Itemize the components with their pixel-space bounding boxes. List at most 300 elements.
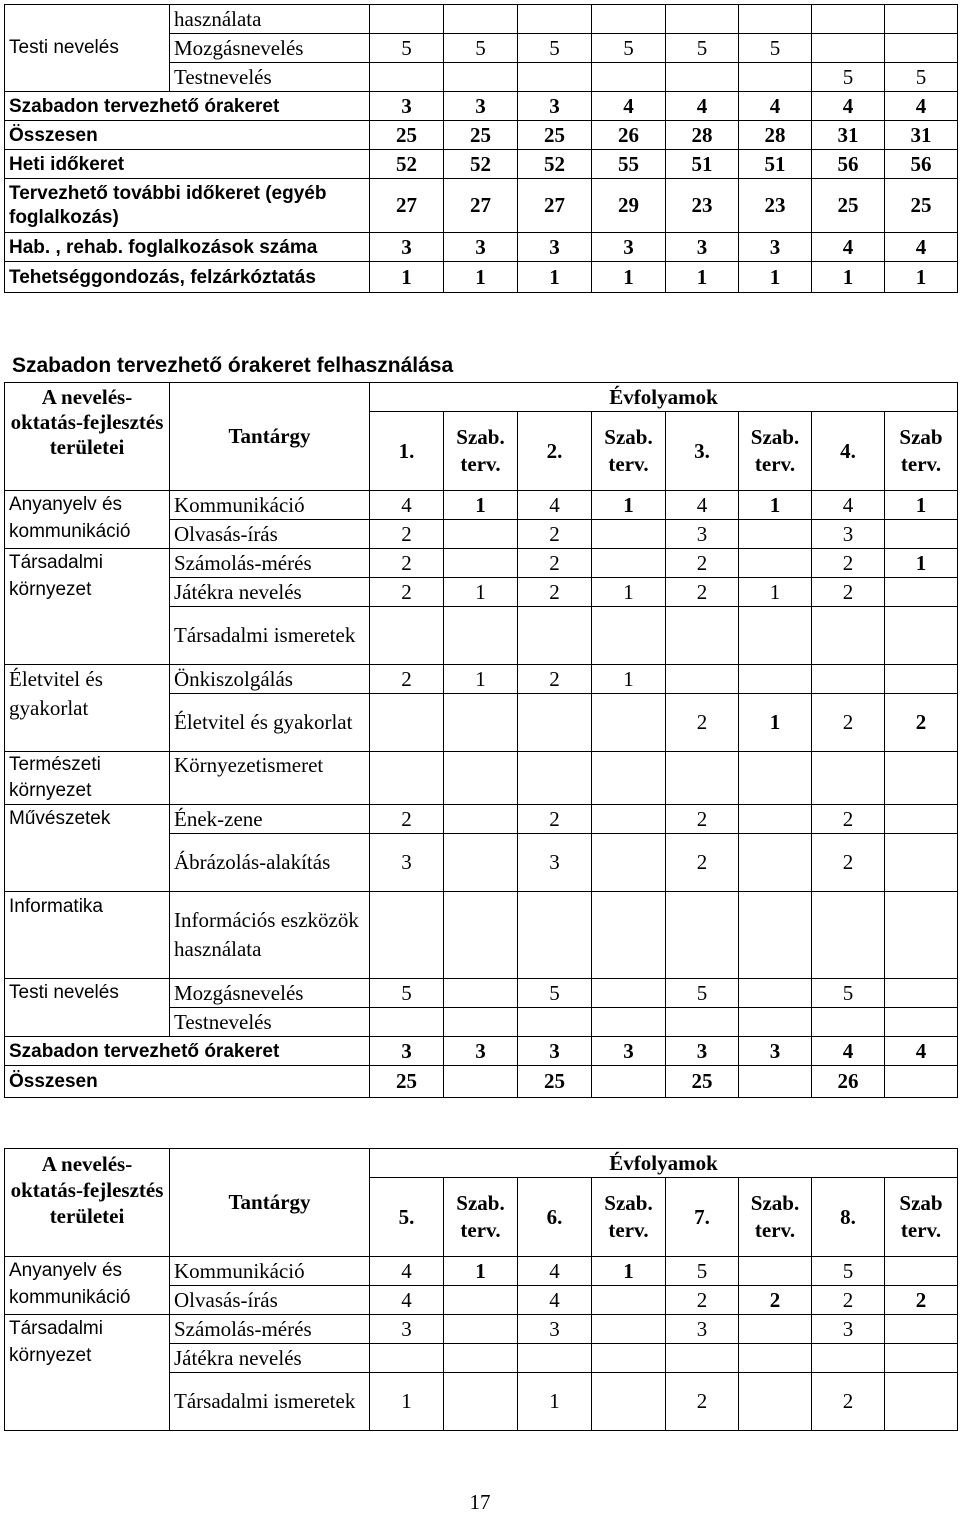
- subject-header: Tantárgy: [170, 1149, 370, 1257]
- value-cell: 2: [666, 834, 739, 892]
- value-cell: [444, 1066, 518, 1098]
- value-cell: [666, 1344, 739, 1373]
- value-cell: [444, 752, 518, 805]
- subject-cell: Életvitel és gyakorlat: [170, 694, 370, 752]
- value-cell: [444, 520, 518, 549]
- value-cell: 1: [444, 665, 518, 694]
- value-cell: [739, 665, 812, 694]
- value-cell: 3: [444, 233, 518, 262]
- value-cell: 5: [812, 1257, 885, 1286]
- value-cell: 1: [444, 1257, 518, 1286]
- summary-label: Összesen: [5, 1066, 370, 1098]
- value-cell: 2: [518, 578, 592, 607]
- value-cell: 5: [592, 34, 666, 63]
- value-cell: 5: [518, 979, 592, 1008]
- value-cell: 23: [666, 179, 739, 233]
- value-cell: 1: [518, 1373, 592, 1431]
- value-cell: [370, 1344, 444, 1373]
- value-cell: 25: [370, 1066, 444, 1098]
- value-cell: [666, 892, 739, 979]
- value-cell: [592, 5, 666, 34]
- value-cell: 4: [885, 233, 958, 262]
- value-cell: 2: [518, 665, 592, 694]
- value-cell: 56: [885, 150, 958, 179]
- value-cell: 3: [739, 233, 812, 262]
- area-cell: Anyanyelv és kommunikáció: [5, 1257, 170, 1315]
- value-cell: 4: [739, 92, 812, 121]
- value-cell: 1: [444, 262, 518, 293]
- area-cell: Informatika: [5, 892, 170, 979]
- value-cell: 3: [812, 520, 885, 549]
- value-cell: 1: [739, 262, 812, 293]
- value-cell: [518, 607, 592, 665]
- value-cell: 3: [370, 834, 444, 892]
- summary-row: [5, 150, 958, 179]
- value-cell: [592, 520, 666, 549]
- free-plan-header: Szab. terv.: [444, 412, 518, 491]
- value-cell: [885, 752, 958, 805]
- value-cell: 3: [592, 1037, 666, 1066]
- area-header: A nevelés-oktatás-fejlesztés területei: [5, 1149, 170, 1257]
- value-cell: 2: [739, 1286, 812, 1315]
- value-cell: 25: [518, 121, 592, 150]
- value-cell: [370, 892, 444, 979]
- subject-cell: Önkiszolgálás: [170, 665, 370, 694]
- value-cell: [592, 752, 666, 805]
- value-cell: 4: [370, 491, 444, 520]
- value-cell: 3: [370, 1315, 444, 1344]
- area-cell: Testi nevelés: [5, 34, 170, 63]
- value-cell: 3: [739, 1037, 812, 1066]
- value-cell: 1: [592, 491, 666, 520]
- subject-cell: Testnevelés: [170, 63, 370, 92]
- summary-row: [5, 1037, 958, 1066]
- subject-cell: Játékra nevelés: [170, 1344, 370, 1373]
- area-cell: Anyanyelv és kommunikáció: [5, 491, 170, 549]
- subject-cell: Mozgásnevelés: [170, 979, 370, 1008]
- value-cell: 2: [812, 1373, 885, 1431]
- grades-group-header: Évfolyamok: [370, 383, 958, 412]
- value-cell: 52: [444, 150, 518, 179]
- value-cell: [444, 607, 518, 665]
- value-cell: [370, 752, 444, 805]
- value-cell: 1: [739, 491, 812, 520]
- value-cell: 4: [370, 1257, 444, 1286]
- value-cell: [885, 1315, 958, 1344]
- value-cell: 3: [444, 1037, 518, 1066]
- value-cell: [666, 5, 739, 34]
- value-cell: [812, 1008, 885, 1037]
- value-cell: 3: [518, 233, 592, 262]
- value-cell: 1: [370, 262, 444, 293]
- value-cell: 1: [885, 491, 958, 520]
- value-cell: 3: [518, 92, 592, 121]
- value-cell: [739, 520, 812, 549]
- value-cell: [518, 752, 592, 805]
- value-cell: [885, 979, 958, 1008]
- table-row: [5, 665, 958, 694]
- value-cell: [885, 834, 958, 892]
- table-row: [5, 1315, 958, 1344]
- table-row: [5, 1257, 958, 1286]
- value-cell: [885, 1344, 958, 1373]
- value-cell: 2: [666, 694, 739, 752]
- free-plan-header: Szab. terv.: [592, 1178, 666, 1257]
- value-cell: 3: [518, 834, 592, 892]
- value-cell: 1: [444, 578, 518, 607]
- value-cell: [666, 63, 739, 92]
- value-cell: [592, 1008, 666, 1037]
- value-cell: [518, 63, 592, 92]
- value-cell: 51: [666, 150, 739, 179]
- subject-cell: Olvasás-írás: [170, 1286, 370, 1315]
- free-plan-header: Szab terv.: [885, 412, 958, 491]
- value-cell: [812, 34, 885, 63]
- summary-label: Tehetséggondozás, felzárkóztatás: [5, 262, 370, 293]
- value-cell: [592, 805, 666, 834]
- value-cell: [444, 694, 518, 752]
- value-cell: [592, 1286, 666, 1315]
- subject-cell: Kommunikáció: [170, 1257, 370, 1286]
- value-cell: 4: [370, 1286, 444, 1315]
- area-cell: Művészetek: [5, 805, 170, 892]
- value-cell: [666, 665, 739, 694]
- value-cell: [592, 834, 666, 892]
- value-cell: [592, 1344, 666, 1373]
- subject-cell: Olvasás-írás: [170, 520, 370, 549]
- value-cell: 1: [370, 1373, 444, 1431]
- grade-header: 3.: [666, 412, 739, 491]
- value-cell: [812, 752, 885, 805]
- value-cell: 28: [739, 121, 812, 150]
- value-cell: 2: [812, 805, 885, 834]
- value-cell: [592, 892, 666, 979]
- value-cell: [885, 1373, 958, 1431]
- value-cell: [444, 1344, 518, 1373]
- value-cell: [885, 5, 958, 34]
- grades-5-8-table: [4, 1148, 958, 1431]
- table-row: [5, 892, 958, 979]
- free-plan-header: Szab terv.: [885, 1178, 958, 1257]
- value-cell: [739, 607, 812, 665]
- subject-cell: használata: [170, 5, 370, 34]
- summary-label: Heti időkeret: [5, 150, 370, 179]
- value-cell: [518, 1008, 592, 1037]
- value-cell: 1: [592, 578, 666, 607]
- grade-header: 8.: [812, 1178, 885, 1257]
- value-cell: [885, 607, 958, 665]
- value-cell: 55: [592, 150, 666, 179]
- value-cell: 2: [518, 520, 592, 549]
- value-cell: 5: [739, 34, 812, 63]
- value-cell: 27: [444, 179, 518, 233]
- value-cell: 4: [885, 92, 958, 121]
- value-cell: [739, 805, 812, 834]
- table-row: [5, 5, 958, 34]
- value-cell: 5: [370, 34, 444, 63]
- value-cell: 5: [885, 63, 958, 92]
- value-cell: [885, 578, 958, 607]
- value-cell: 2: [370, 805, 444, 834]
- value-cell: [518, 5, 592, 34]
- value-cell: [370, 63, 444, 92]
- value-cell: 5: [444, 34, 518, 63]
- value-cell: 4: [885, 1037, 958, 1066]
- value-cell: 2: [812, 549, 885, 578]
- value-cell: 1: [592, 665, 666, 694]
- value-cell: 28: [666, 121, 739, 150]
- value-cell: [739, 1066, 812, 1098]
- value-cell: 4: [812, 92, 885, 121]
- value-cell: 23: [739, 179, 812, 233]
- subject-cell: Társadalmi ismeretek: [170, 1373, 370, 1431]
- area-cell: Társadalmi környezet: [5, 549, 170, 665]
- value-cell: 1: [739, 694, 812, 752]
- value-cell: [592, 607, 666, 665]
- free-plan-header: Szab. terv.: [592, 412, 666, 491]
- value-cell: [885, 1066, 958, 1098]
- value-cell: [518, 1344, 592, 1373]
- value-cell: 2: [812, 1286, 885, 1315]
- summary-row: [5, 262, 958, 293]
- value-cell: [812, 1344, 885, 1373]
- summary-row: [5, 1066, 958, 1098]
- value-cell: [444, 63, 518, 92]
- value-cell: 2: [812, 834, 885, 892]
- summary-row: [5, 121, 958, 150]
- value-cell: [592, 979, 666, 1008]
- value-cell: [370, 5, 444, 34]
- subject-cell: Környezetismeret: [170, 752, 370, 805]
- table-row: [5, 34, 958, 63]
- free-plan-header: Szab. terv.: [444, 1178, 518, 1257]
- value-cell: [812, 665, 885, 694]
- value-cell: 2: [370, 520, 444, 549]
- value-cell: 25: [518, 1066, 592, 1098]
- value-cell: 1: [592, 1257, 666, 1286]
- value-cell: 5: [666, 34, 739, 63]
- free-plan-header: Szab. terv.: [739, 412, 812, 491]
- value-cell: 2: [885, 694, 958, 752]
- value-cell: [739, 834, 812, 892]
- section-title: Szabadon tervezhető órakeret felhasználása: [12, 354, 454, 377]
- grade-header: 6.: [518, 1178, 592, 1257]
- value-cell: [444, 549, 518, 578]
- value-cell: 3: [666, 520, 739, 549]
- value-cell: 4: [518, 1286, 592, 1315]
- value-cell: [444, 834, 518, 892]
- value-cell: 25: [885, 179, 958, 233]
- value-cell: 5: [812, 63, 885, 92]
- value-cell: 2: [370, 549, 444, 578]
- value-cell: 3: [666, 233, 739, 262]
- value-cell: [592, 1315, 666, 1344]
- area-cell: Életvitel és gyakorlat: [5, 665, 170, 752]
- subject-header: Tantárgy: [170, 383, 370, 491]
- value-cell: 2: [666, 1373, 739, 1431]
- value-cell: [444, 1008, 518, 1037]
- value-cell: 4: [812, 1037, 885, 1066]
- value-cell: 26: [592, 121, 666, 150]
- grade-header: 2.: [518, 412, 592, 491]
- value-cell: [444, 892, 518, 979]
- value-cell: 2: [812, 578, 885, 607]
- value-cell: 3: [666, 1315, 739, 1344]
- value-cell: 52: [518, 150, 592, 179]
- value-cell: 4: [592, 92, 666, 121]
- value-cell: [885, 805, 958, 834]
- value-cell: 4: [666, 92, 739, 121]
- grade-header: 1.: [370, 412, 444, 491]
- value-cell: [739, 1257, 812, 1286]
- value-cell: [739, 1373, 812, 1431]
- value-cell: [739, 63, 812, 92]
- value-cell: 5: [666, 1257, 739, 1286]
- value-cell: 3: [370, 92, 444, 121]
- value-cell: [739, 979, 812, 1008]
- value-cell: 2: [370, 578, 444, 607]
- value-cell: 4: [666, 491, 739, 520]
- value-cell: [739, 1344, 812, 1373]
- grade-header: 5.: [370, 1178, 444, 1257]
- value-cell: 2: [812, 694, 885, 752]
- value-cell: 3: [370, 233, 444, 262]
- value-cell: [812, 5, 885, 34]
- value-cell: 1: [885, 549, 958, 578]
- subject-cell: Ének-zene: [170, 805, 370, 834]
- summary-label: Szabadon tervezhető órakeret: [5, 1037, 370, 1066]
- value-cell: [666, 1008, 739, 1037]
- value-cell: [885, 1008, 958, 1037]
- value-cell: 5: [812, 979, 885, 1008]
- value-cell: 3: [666, 1037, 739, 1066]
- summary-label: Hab. , rehab. foglalkozások száma: [5, 233, 370, 262]
- subject-cell: Ábrázolás-alakítás: [170, 834, 370, 892]
- value-cell: [885, 520, 958, 549]
- value-cell: 5: [370, 979, 444, 1008]
- area-cell: Testi nevelés: [5, 979, 170, 1037]
- value-cell: 2: [370, 665, 444, 694]
- value-cell: 2: [518, 805, 592, 834]
- table-row: [5, 979, 958, 1008]
- value-cell: [739, 892, 812, 979]
- value-cell: [739, 752, 812, 805]
- subject-cell: Kommunikáció: [170, 491, 370, 520]
- value-cell: [885, 892, 958, 979]
- value-cell: 25: [812, 179, 885, 233]
- value-cell: 31: [885, 121, 958, 150]
- value-cell: [666, 607, 739, 665]
- table-row: [5, 752, 958, 805]
- value-cell: [592, 694, 666, 752]
- header-row: [5, 1149, 958, 1178]
- value-cell: 3: [518, 1315, 592, 1344]
- value-cell: 1: [812, 262, 885, 293]
- value-cell: [812, 892, 885, 979]
- value-cell: 1: [592, 262, 666, 293]
- value-cell: [885, 665, 958, 694]
- subject-cell: Számolás-mérés: [170, 549, 370, 578]
- table-row: [5, 491, 958, 520]
- value-cell: [444, 1286, 518, 1315]
- value-cell: 3: [370, 1037, 444, 1066]
- area-cell: [5, 5, 170, 34]
- value-cell: 1: [666, 262, 739, 293]
- value-cell: [592, 549, 666, 578]
- value-cell: [739, 5, 812, 34]
- value-cell: [444, 979, 518, 1008]
- value-cell: [370, 694, 444, 752]
- value-cell: 2: [885, 1286, 958, 1315]
- summary-row: [5, 179, 958, 233]
- table-row: [5, 549, 958, 578]
- table-row: [5, 805, 958, 834]
- value-cell: 29: [592, 179, 666, 233]
- value-cell: [592, 1066, 666, 1098]
- value-cell: [666, 752, 739, 805]
- value-cell: [370, 1008, 444, 1037]
- value-cell: 51: [739, 150, 812, 179]
- value-cell: [444, 1373, 518, 1431]
- value-cell: 56: [812, 150, 885, 179]
- value-cell: 3: [518, 1037, 592, 1066]
- value-cell: [739, 1315, 812, 1344]
- grade-header: 7.: [666, 1178, 739, 1257]
- grade-header: 4.: [812, 412, 885, 491]
- subject-cell: Társadalmi ismeretek: [170, 607, 370, 665]
- grades-group-header: Évfolyamok: [370, 1149, 958, 1178]
- value-cell: 25: [444, 121, 518, 150]
- value-cell: 4: [518, 1257, 592, 1286]
- value-cell: 4: [812, 233, 885, 262]
- value-cell: 5: [518, 34, 592, 63]
- value-cell: 1: [739, 578, 812, 607]
- value-cell: 2: [518, 549, 592, 578]
- area-cell: Társadalmi környezet: [5, 1315, 170, 1431]
- value-cell: 2: [666, 578, 739, 607]
- value-cell: 1: [518, 262, 592, 293]
- value-cell: [444, 805, 518, 834]
- summary-label: Tervezhető további időkeret (egyéb foglalkozás): [5, 179, 370, 233]
- value-cell: 3: [812, 1315, 885, 1344]
- value-cell: 2: [666, 549, 739, 578]
- area-cell: Természeti környezet: [5, 752, 170, 805]
- value-cell: [812, 607, 885, 665]
- free-plan-header: Szab. terv.: [739, 1178, 812, 1257]
- value-cell: 1: [885, 262, 958, 293]
- value-cell: 26: [812, 1066, 885, 1098]
- header-row: [5, 383, 958, 412]
- value-cell: [885, 34, 958, 63]
- value-cell: [518, 694, 592, 752]
- value-cell: [885, 1257, 958, 1286]
- subject-cell: Számolás-mérés: [170, 1315, 370, 1344]
- subject-cell: Testnevelés: [170, 1008, 370, 1037]
- area-cell: [5, 63, 170, 92]
- top-continuation-table: [4, 4, 958, 293]
- value-cell: [518, 892, 592, 979]
- value-cell: 25: [370, 121, 444, 150]
- page-number: 17: [469, 1490, 491, 1514]
- value-cell: 2: [666, 1286, 739, 1315]
- value-cell: 5: [666, 979, 739, 1008]
- summary-label: Összesen: [5, 121, 370, 150]
- value-cell: 2: [666, 805, 739, 834]
- value-cell: [592, 1373, 666, 1431]
- subject-cell: Információs eszközök használata: [170, 892, 370, 979]
- value-cell: 27: [518, 179, 592, 233]
- value-cell: [444, 1315, 518, 1344]
